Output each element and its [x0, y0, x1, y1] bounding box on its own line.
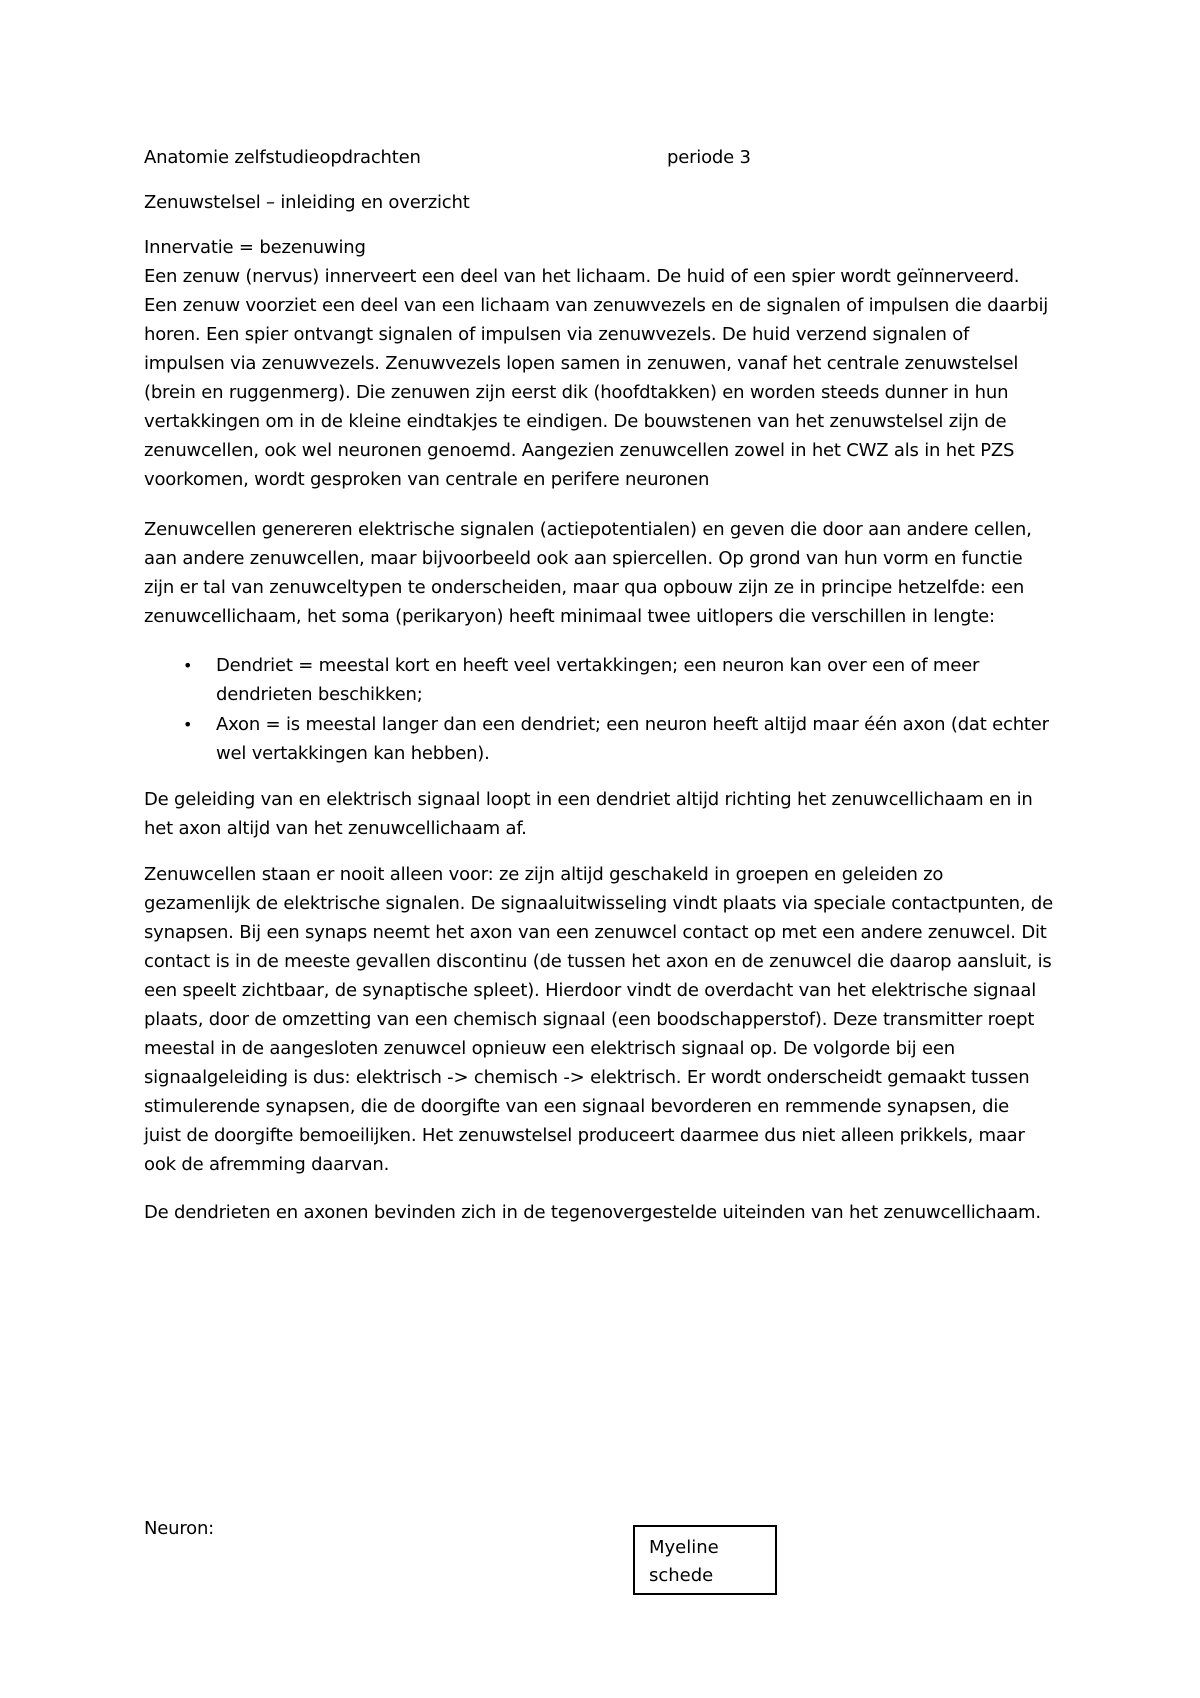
paragraph-line: Zenuwcellen staan er nooit alleen voor: ze zijn altijd geschakeld in groepen en geleiden zo	[144, 864, 944, 885]
paragraph-line: zijn er tal van zenuwceltypen te onderscheiden, maar qua opbouw zijn ze in principe hetzelfde: een	[144, 577, 1025, 598]
paragraph-line: Zenuwcellen genereren elektrische signalen (actiepotentialen) en geven die door aan andere cellen,	[144, 519, 1032, 540]
section-subtitle: Zenuwstelsel – inleiding en overzicht	[144, 192, 470, 213]
myeline-schede-label-box	[633, 1525, 777, 1595]
definition-line: Innervatie = bezenuwing	[144, 237, 366, 258]
paragraph-line: (brein en ruggenmerg). Die zenuwen zijn eerst dik (hoofdtakken) en worden steeds dunner in hun	[144, 382, 1009, 403]
bullet-item-dendriet-cont: dendrieten beschikken;	[216, 684, 423, 705]
paragraph-line: impulsen via zenuwvezels. Zenuwvezels lopen samen in zenuwen, vanaf het centrale zenuwstelsel	[144, 353, 1019, 374]
paragraph-line: Een zenuw voorziet een deel van een lichaam van zenuwvezels en de signalen of impulsen die daarbij	[144, 295, 1049, 316]
paragraph-line: vertakkingen om in de kleine eindtakjes te eindigen. De bouwstenen van het zenuwstelsel zijn de	[144, 411, 1007, 432]
paragraph-line: plaats, door de omzetting van een chemisch signaal (een boodschapperstof). Deze transmitter roept	[144, 1009, 1035, 1030]
paragraph-line: zenuwcellichaam, het soma (perikaryon) heeft minimaal twee uitlopers die verschillen in lengte:	[144, 606, 995, 627]
paragraph-line: synapsen. Bij een synaps neemt het axon van een zenuwcel contact op met een andere zenuwcel. Dit	[144, 922, 1047, 943]
paragraph-line: stimulerende synapsen, die de doorgifte van een signaal bevorderen en remmende synapsen, die	[144, 1096, 1010, 1117]
paragraph-line: gezamenlijk de elektrische signalen. De signaaluitwisseling vindt plaats via speciale contactpunten, de	[144, 893, 1053, 914]
bullet-item-axon: Axon = is meestal langer dan een dendriet; een neuron heeft altijd maar één axon (dat echter	[216, 714, 1049, 735]
paragraph-line: voorkomen, wordt gesproken van centrale en perifere neuronen	[144, 469, 710, 490]
paragraph-line: De geleiding van en elektrisch signaal loopt in een dendriet altijd richting het zenuwcellichaam en in	[144, 789, 1033, 810]
bullet-item-dendriet: Dendriet = meestal kort en heeft veel vertakkingen; een neuron kan over een of meer	[216, 655, 980, 676]
paragraph-line: signaalgeleiding is dus: elektrisch -> chemisch -> elektrisch. Er wordt onderscheidt gemaakt tussen	[144, 1067, 1030, 1088]
paragraph-line: De dendrieten en axonen bevinden zich in de tegenovergestelde uiteinden van het zenuwcellichaam.	[144, 1202, 1041, 1223]
paragraph-line: juist de doorgifte bemoeilijken. Het zenuwstelsel produceert daarmee dus niet alleen prikkels, maar	[144, 1125, 1025, 1146]
paragraph-line: een speelt zichtbaar, de synaptische spleet). Hierdoor vindt de overdacht van het elektrische signaal	[144, 980, 1037, 1001]
bullet-icon: •	[183, 656, 193, 675]
course-title: Anatomie zelfstudieopdrachten	[144, 147, 421, 168]
paragraph-line: zenuwcellen, ook wel neuronen genoemd. Aangezien zenuwcellen zowel in het CWZ als in het PZS	[144, 440, 1015, 461]
bullet-icon: •	[183, 715, 193, 734]
paragraph-line: ook de afremming daarvan.	[144, 1154, 390, 1175]
paragraph-line: meestal in de aangesloten zenuwcel opnieuw een elektrisch signaal op. De volgorde bij een	[144, 1038, 955, 1059]
figure-label: Neuron:	[144, 1518, 215, 1539]
paragraph-line: het axon altijd van het zenuwcellichaam af.	[144, 818, 527, 839]
bullet-item-axon-cont: wel vertakkingen kan hebben).	[216, 743, 490, 764]
box-label-line: schede	[649, 1565, 714, 1586]
paragraph-line: Een zenuw (nervus) innerveert een deel van het lichaam. De huid of een spier wordt geïnnerveerd.	[144, 266, 1020, 287]
period-label: periode 3	[667, 147, 751, 168]
box-label-line: Myeline	[649, 1537, 719, 1558]
paragraph-line: horen. Een spier ontvangt signalen of impulsen via zenuwvezels. De huid verzend signalen of	[144, 324, 970, 345]
paragraph-line: contact is in de meeste gevallen discontinu (de tussen het axon en de zenuwcel die daarop aansluit, is	[144, 951, 1052, 972]
paragraph-line: aan andere zenuwcellen, maar bijvoorbeeld ook aan spiercellen. Op grond van hun vorm en functie	[144, 548, 1023, 569]
